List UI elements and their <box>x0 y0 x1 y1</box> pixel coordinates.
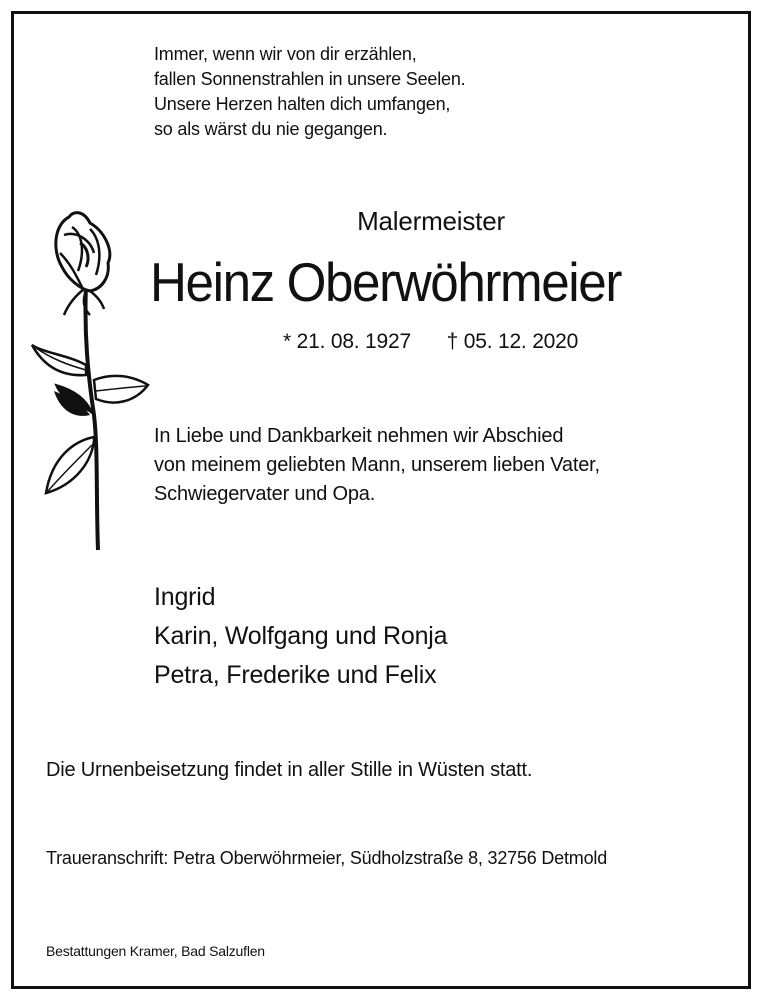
poem-line: Immer, wenn wir von dir erzählen, <box>154 44 417 64</box>
poem-line: Unsere Herzen halten dich umfangen, <box>154 94 451 114</box>
profession: Malermeister <box>357 206 505 236</box>
family-line: Petra, Frederike und Felix <box>154 661 437 689</box>
life-dates <box>283 330 578 354</box>
family-line: Karin, Wolfgang und Ronja <box>154 622 448 650</box>
poem-line: so als wärst du nie gegangen. <box>154 119 388 139</box>
farewell-line: von meinem geliebten Mann, unserem lieben Vater, <box>154 454 600 476</box>
death-date: † 05. 12. 2020 <box>446 330 579 353</box>
birth-date: * 21. 08. 1927 <box>283 330 411 353</box>
family-signatures <box>154 578 447 695</box>
family-line: Ingrid <box>154 583 216 611</box>
deceased-name: Heinz Oberwöhrmeier <box>150 251 621 313</box>
farewell-line: Schwiegervater und Opa. <box>154 483 376 505</box>
poem <box>154 42 465 142</box>
burial-note: Die Urnenbeisetzung findet in aller Stille in Wüsten statt. <box>46 759 533 781</box>
undertaker: Bestattungen Kramer, Bad Salzuflen <box>46 943 265 959</box>
poem-line: fallen Sonnenstrahlen in unsere Seelen. <box>154 69 466 89</box>
mourning-address: Traueranschrift: Petra Oberwöhrmeier, Südholzstraße 8, 32756 Detmold <box>46 848 608 868</box>
farewell-text <box>154 422 600 509</box>
farewell-line: In Liebe und Dankbarkeit nehmen wir Abschied <box>154 425 564 447</box>
rose-icon <box>24 205 154 555</box>
